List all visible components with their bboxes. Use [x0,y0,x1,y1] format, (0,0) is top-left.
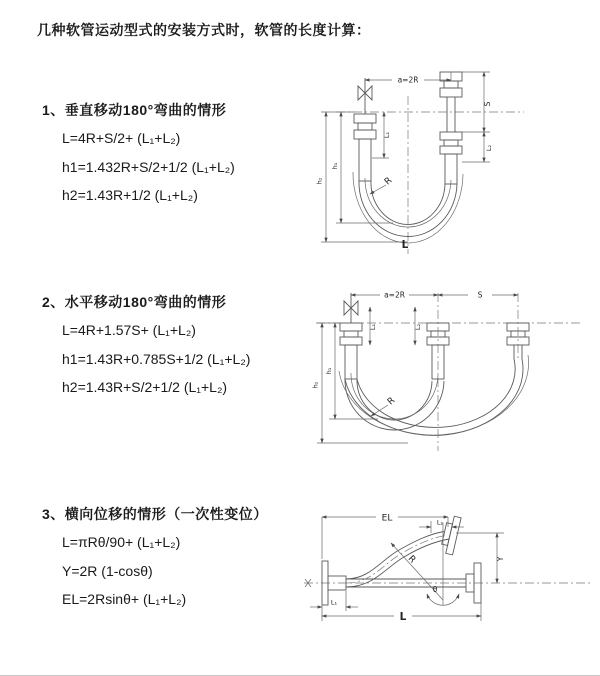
dimension-h2 [316,112,409,242]
hose-displaced-position [346,515,461,587]
dimension-a2r [365,72,451,85]
dim-label-s: S [483,101,492,107]
section-heading: 2、水平移动180°弯曲的情形 [42,294,227,310]
radius-and-angle [391,523,459,605]
dim-label-r: R [385,395,398,408]
dim-label-s: S [477,290,483,300]
dim-label-r: R [405,553,418,566]
dim-label-el: EL [381,513,393,524]
dimension-s [462,72,492,132]
dim-label-theta: θ [432,585,438,594]
formula-h2: h2=1.43R+1/2 (L₁+L₂) [62,187,198,203]
left-hose-fitting [354,114,376,181]
diagram-vertical-180 [308,66,588,258]
dim-label-r: R [382,175,395,188]
dimension-s [438,291,518,300]
section-vertical-180 [42,96,312,210]
dim-label-l2: L₂ [485,144,493,152]
diagram-lateral-displacement [298,503,598,648]
right-hose-fitting [440,72,462,184]
dimension-l2 [462,132,493,162]
hose-u-bend-displaced [339,355,529,435]
formula-h1: h1=1.43R+0.785S+1/2 (L₁+L₂) [62,350,251,367]
dim-label-l1: L₁ [330,598,338,607]
dim-label-y: Y [496,556,505,562]
dim-label-l1: L₁ [383,131,391,139]
dimension-l1 [369,307,377,345]
section-heading: 1、垂直移动180°弯曲的情形 [42,102,227,118]
dimension-y [456,533,505,583]
section-heading: 3、横向位移的情形（一次性变位） [42,506,268,522]
dimension-h1 [321,112,393,223]
dim-label-l1: L₁ [369,323,377,331]
dim-label-h2: h₂ [315,177,324,185]
valve-icon [358,78,372,114]
dim-label-l: L [399,611,407,623]
dim-label-l: L [401,239,409,251]
dimension-a2r [351,291,438,300]
dimension-l2 [419,519,464,534]
dimension-el [322,514,448,560]
page-title: 几种软管运动型式的安装方式时，软管的长度计算： [37,22,371,38]
dim-label-h2: h₂ [311,381,320,389]
radius-label [370,176,394,194]
dimension-l1 [372,112,391,158]
formula-length: L=4R+S/2+ (L₁+L₂) [62,130,181,146]
dim-label-a2r: a=2R [384,290,405,300]
dim-label-l2: L₂ [436,518,444,527]
section-lateral-displacement [42,500,312,614]
valve-icon [344,293,358,323]
formula-y: Y=2R (1-cosθ) [62,562,153,579]
dimension-l2 [414,307,422,345]
formula-length: L=πRθ/90+ (L₁+L₂) [62,534,181,550]
dimension-h2 [312,323,409,443]
dim-label-l2: L₂ [414,323,422,331]
dim-label-h1: h₁ [331,162,339,170]
formula-el: EL=2Rsinθ+ (L₁+L₂) [62,591,187,607]
dim-label-h1: h₁ [325,367,333,375]
formula-length: L=4R+1.57S+ (L₁+L₂) [62,322,196,338]
section-horizontal-180 [42,288,312,402]
radius-label [371,396,397,416]
diagram-horizontal-180 [308,283,588,455]
formula-h1: h1=1.432R+S/2+1/2 (L₁+L₂) [62,158,235,175]
formula-h2: h2=1.43R+S/2+1/2 (L₁+L₂) [62,379,228,395]
dim-label-a2r: a=2R [397,75,419,85]
dimension-l1 [310,591,358,611]
left-hose-fitting [340,323,362,379]
